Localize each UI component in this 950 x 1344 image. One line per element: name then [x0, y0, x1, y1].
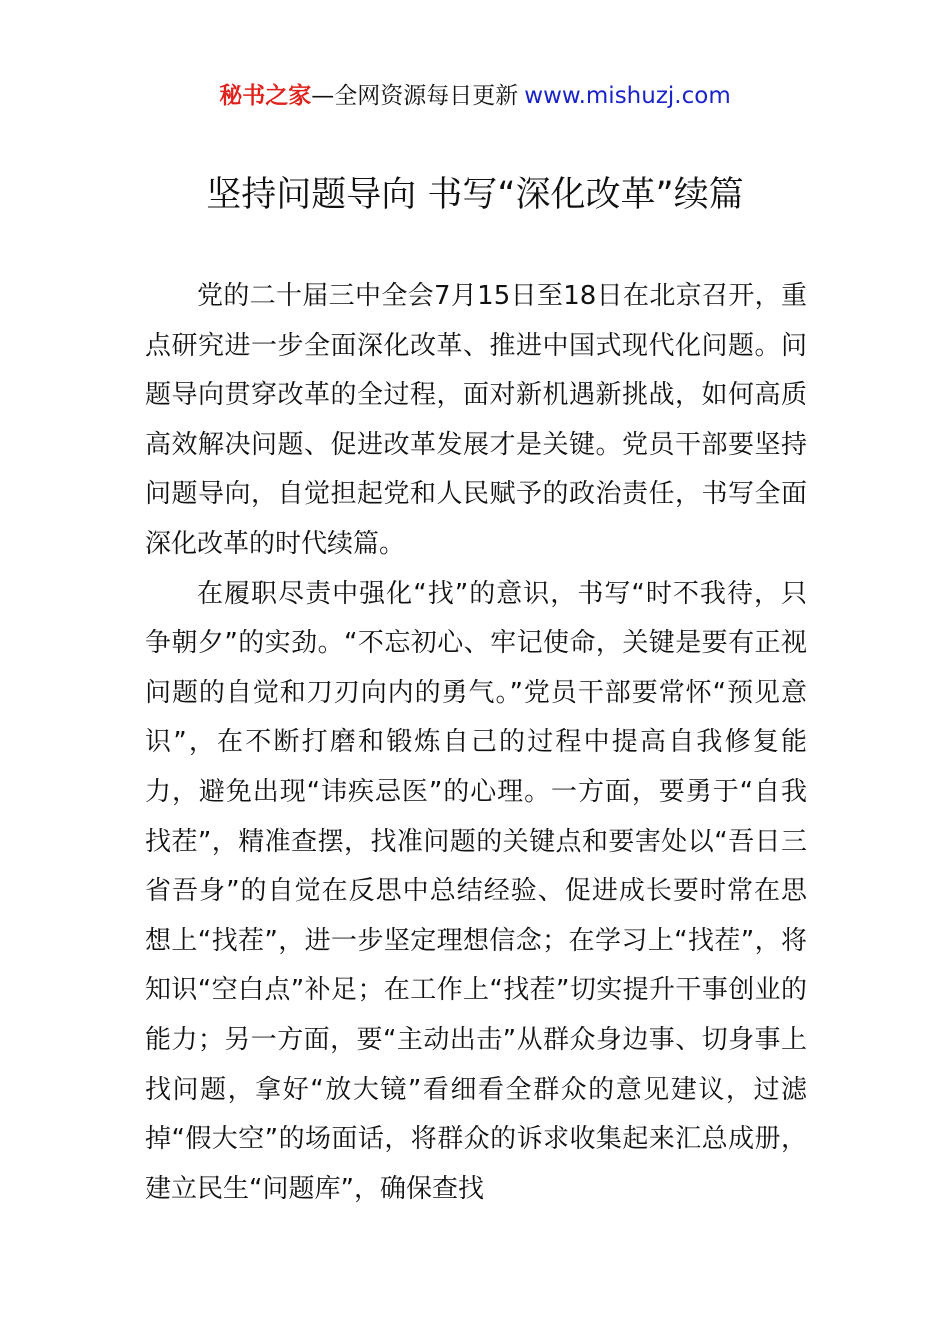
site-url-link[interactable]: www.mishuzj.com: [524, 83, 731, 109]
site-slogan: —全网资源每日更新: [311, 83, 519, 109]
paragraph-1: 党的二十届三中全会7月15日至18日在北京召开，重点研究进一步全面深化改革、推进中国式现代化问题。问题导向贯穿改革的全过程，面对新机遇新挑战，如何高质高效解决问题、促进改革发展才是关键。党员干部要坚持问题导向，自觉担起党和人民赋予的政治责任，书写全面深化改革的时代续篇。: [145, 281, 807, 559]
document-body: [145, 272, 807, 1272]
document-title: 坚持问题导向 书写“深化改革”续篇: [206, 175, 744, 215]
paragraph-2: 在履职尽责中强化“找”的意识，书写“时不我待，只争朝夕”的实劲。“不忘初心、牢记使命，关键是要有正视问题的自觉和刀刃向内的勇气。”党员干部要常怀“预见意识”，在不断打磨和锻炼自己的过程中提高自我修复能力，避免出现“讳疾忌医”的心理。一方面，要勇于“自我找茬”，精准查摆，找准问题的关键点和要害处以“吾日三省吾身”的自觉在反思中总结经验、促进成长要时常在思想上“找茬”，进一步坚定理想信念；在学习上“找茬”，将知识“空白点”补足；在工作上“找茬”切实提升干事创业的能力；另一方面，要“主动出击”从群众身边事、切身事上找问题，拿好“放大镜”看细看全群众的意见建议，过滤掉“假大空”的场面话，将群众的诉求收集起来汇总成册，建立民生“问题库”，确保查找: [145, 578, 807, 1204]
site-header: [0, 80, 950, 112]
site-name: 秘书之家: [219, 83, 312, 109]
